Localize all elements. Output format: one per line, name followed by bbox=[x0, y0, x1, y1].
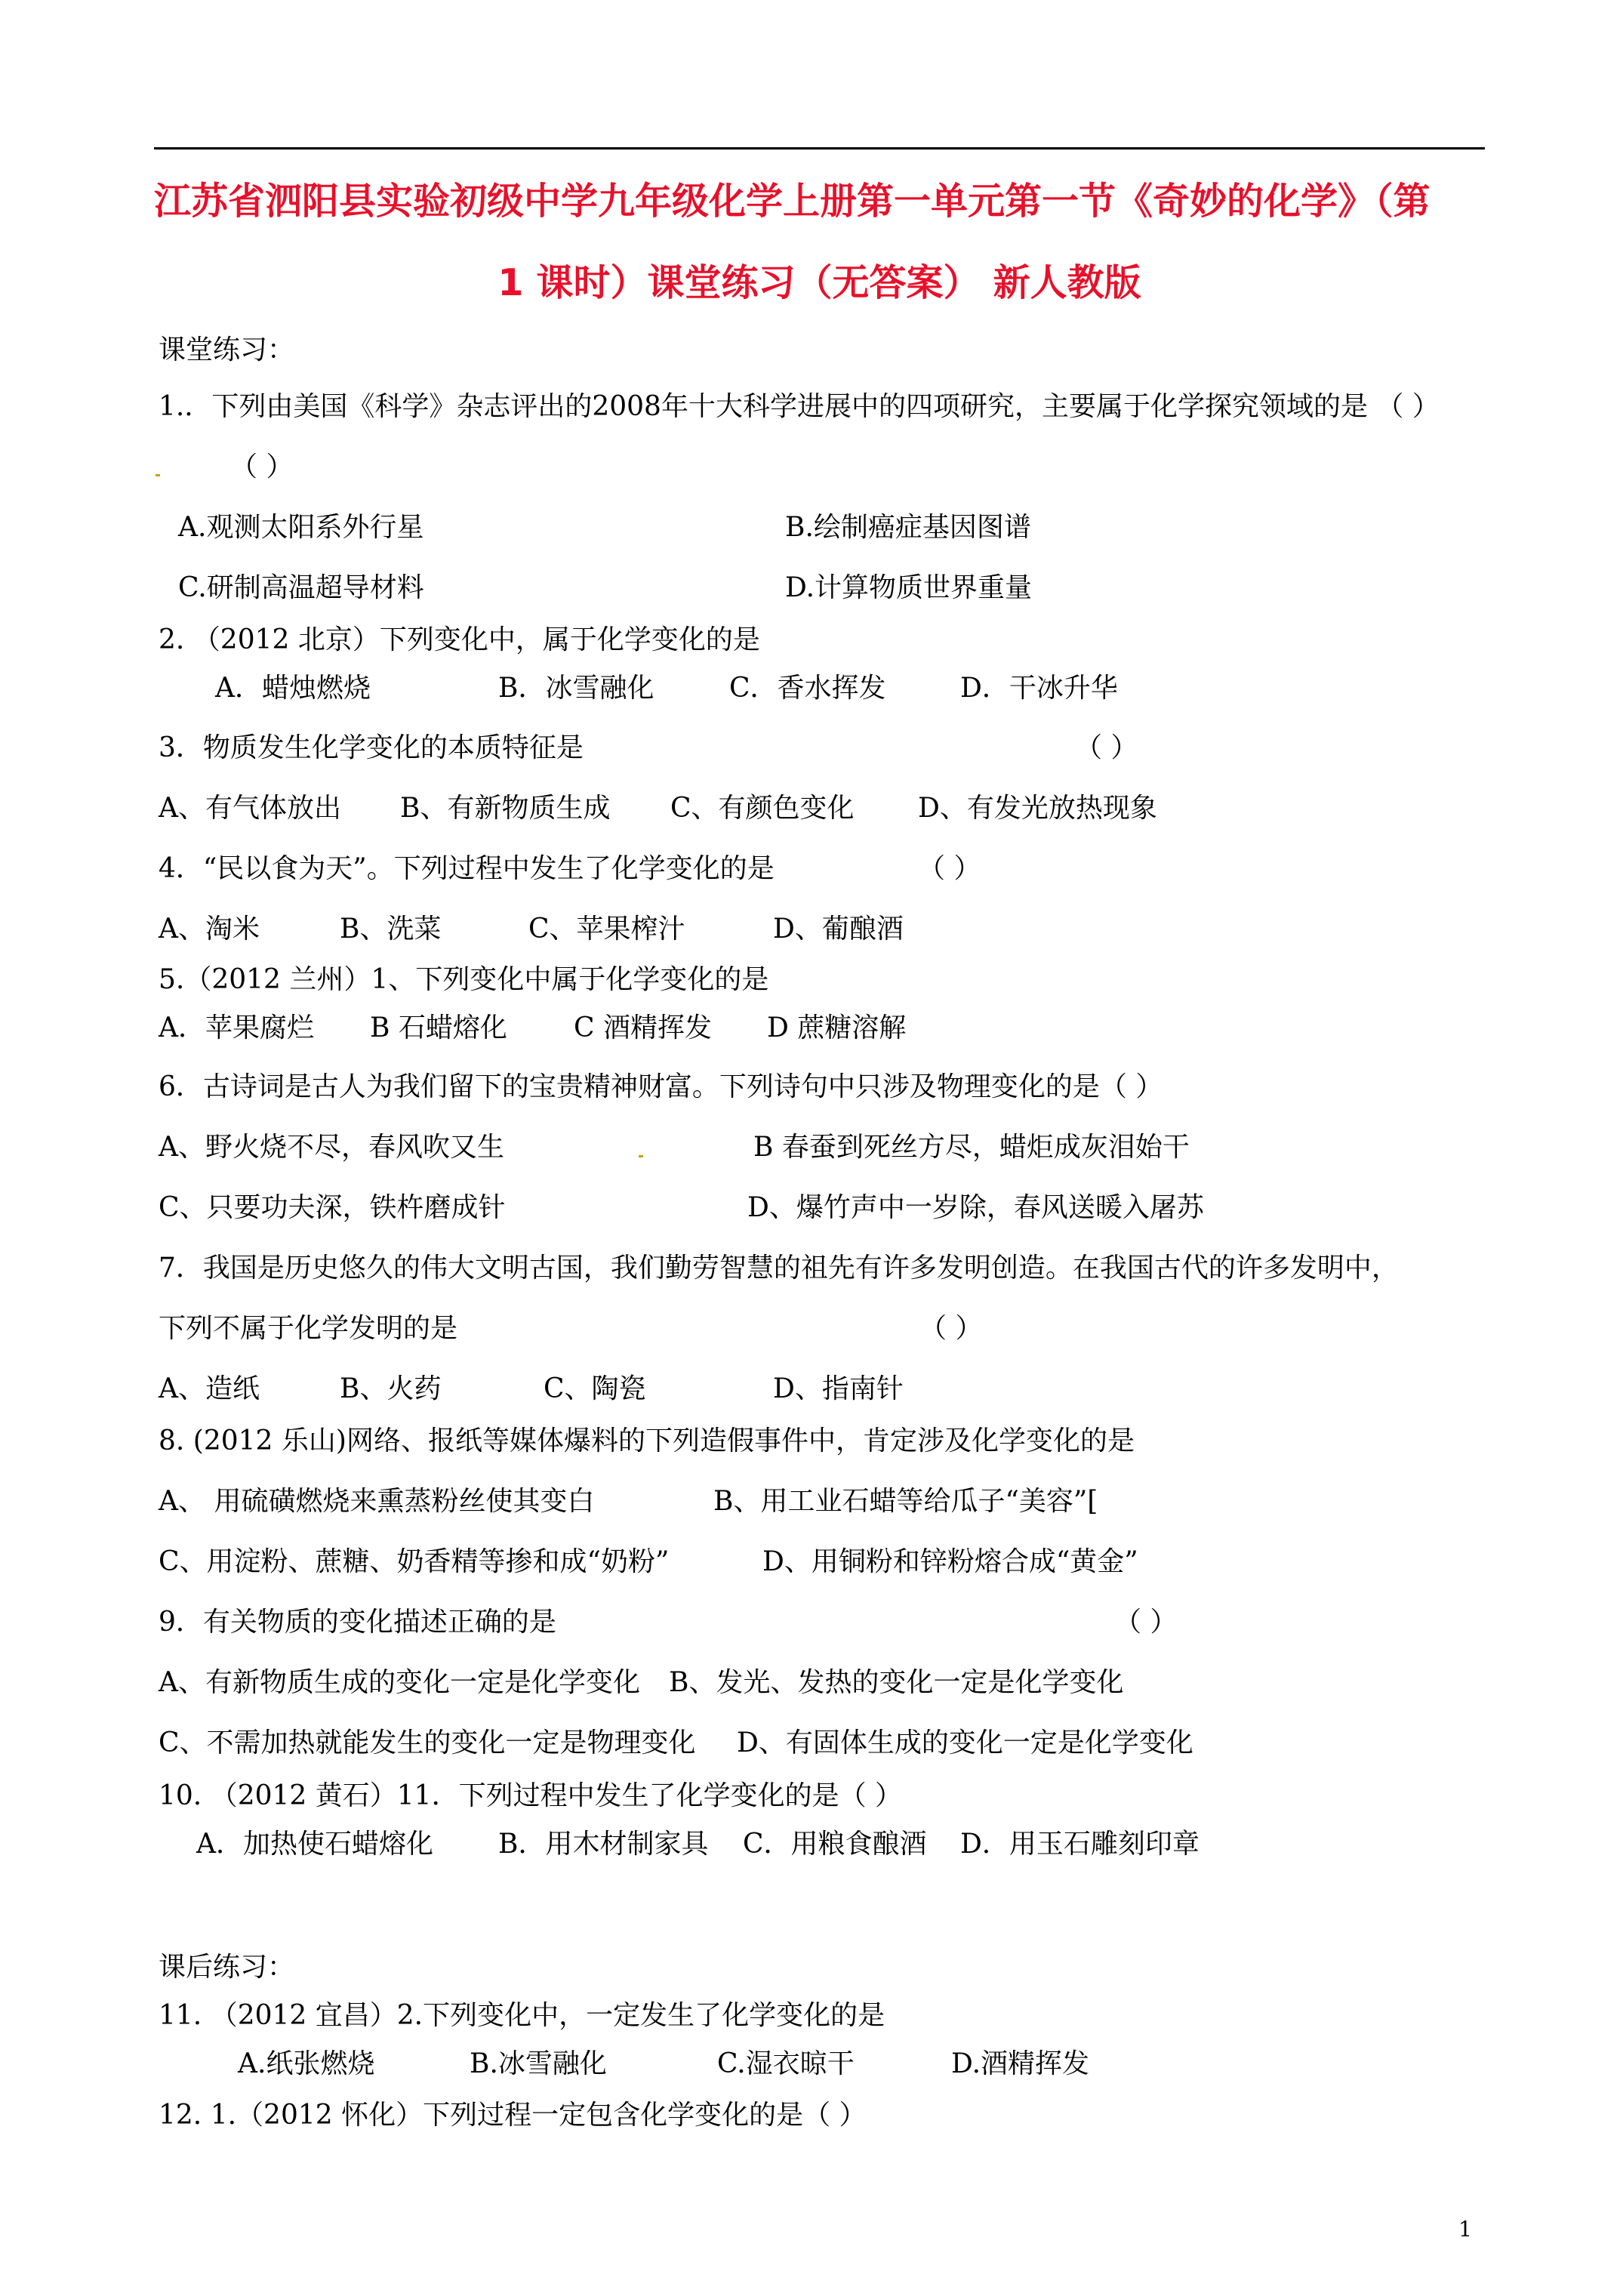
question-9-stem: 9．有关物质的变化描述正确的是 bbox=[159, 1607, 556, 1638]
question-11-option-c: C.湿衣晾干 bbox=[717, 2048, 855, 2079]
question-4-option-d: D、葡酿酒 bbox=[773, 914, 904, 945]
question-12-stem: 12. 1.（2012 怀化）下列过程一定包含化学变化的是（ ） bbox=[159, 2100, 867, 2131]
question-9-option-c: C、不需加热就能发生的变化一定是物理变化 bbox=[159, 1727, 696, 1758]
question-7-option-c: C、陶瓷 bbox=[544, 1373, 646, 1404]
question-9-option-a: A、有新物质生成的变化一定是化学变化 bbox=[159, 1667, 640, 1698]
question-1-option-b: B.绘制癌症基因图谱 bbox=[785, 512, 1031, 543]
header-rule bbox=[154, 147, 1485, 149]
stray-mark bbox=[639, 1155, 643, 1157]
question-9-paren: （ ） bbox=[1114, 1607, 1178, 1638]
document-title-line2: 1 课时）课堂练习（无答案） 新人教版 bbox=[497, 261, 1141, 304]
question-10-option-a: A．加热使石蜡熔化 bbox=[196, 1829, 433, 1860]
question-5-option-b: B 石蜡熔化 bbox=[370, 1012, 507, 1043]
question-2-option-b: B．冰雪融化 bbox=[498, 673, 654, 704]
question-6-option-c: C、只要功夫深，铁杵磨成针 bbox=[159, 1192, 506, 1223]
question-6-option-b: B 春蚕到死丝方尽，蜡炬成灰泪始干 bbox=[753, 1132, 1190, 1163]
section-heading-classroom: 课堂练习： bbox=[159, 334, 295, 365]
question-11-option-b: B.冰雪融化 bbox=[470, 2048, 607, 2079]
question-1-option-c: C.研制高温超导材料 bbox=[178, 572, 424, 603]
question-8-option-d: D、用铜粉和锌粉熔合成“黄金” bbox=[762, 1546, 1138, 1577]
question-2-stem: 2. （2012 北京）下列变化中，属于化学变化的是 bbox=[159, 624, 760, 655]
page-number: 1 bbox=[1458, 2217, 1472, 2242]
section-heading-homework: 课后练习： bbox=[159, 1952, 295, 1983]
question-9-option-d: D、有固体生成的变化一定是化学变化 bbox=[737, 1727, 1193, 1758]
question-10-option-d: D．用玉石雕刻印章 bbox=[960, 1829, 1200, 1860]
question-7-option-b: B、火药 bbox=[340, 1373, 442, 1404]
question-1-paren: （ ） bbox=[230, 451, 294, 482]
question-8-option-c: C、用淀粉、蔗糖、奶香精等掺和成“奶粉” bbox=[159, 1546, 670, 1577]
question-8-option-a: A、 用硫磺燃烧来熏蒸粉丝使其变白 bbox=[159, 1486, 595, 1517]
question-5-stem: 5.（2012 兰州）1、下列变化中属于化学变化的是 bbox=[159, 964, 769, 995]
question-3-paren: （ ） bbox=[1075, 732, 1138, 763]
question-11-option-a: A.纸张燃烧 bbox=[238, 2048, 375, 2079]
question-3-option-b: B、有新物质生成 bbox=[400, 793, 611, 824]
question-4-option-a: A、淘米 bbox=[159, 914, 260, 945]
question-1-option-d: D.计算物质世界重量 bbox=[785, 572, 1033, 603]
document-title-line1: 江苏省泗阳县实验初级中学九年级化学上册第一单元第一节《奇妙的化学》（第 bbox=[154, 180, 1431, 223]
question-10-stem: 10. （2012 黄石）11．下列过程中发生了化学变化的是（ ） bbox=[159, 1780, 903, 1811]
question-3-option-c: C、有颜色变化 bbox=[670, 793, 855, 824]
question-5-option-c: C 酒精挥发 bbox=[574, 1012, 712, 1043]
question-11-option-d: D.酒精挥发 bbox=[951, 2048, 1090, 2079]
question-9-option-b: B、发光、发热的变化一定是化学变化 bbox=[669, 1667, 1124, 1698]
question-7-stem-line1: 7．我国是历史悠久的伟大文明古国，我们勤劳智慧的祖先有许多发明创造。在我国古代的许多发明中， bbox=[159, 1253, 1399, 1284]
question-10-option-b: B．用木材制家具 bbox=[498, 1829, 709, 1860]
question-4-option-c: C、苹果榨汁 bbox=[528, 914, 685, 945]
question-3-option-a: A、有气体放出 bbox=[159, 793, 341, 824]
question-5-option-d: D 蔗糖溶解 bbox=[767, 1012, 907, 1043]
question-2-option-a: A．蜡烛燃烧 bbox=[215, 673, 371, 704]
question-5-option-a: A．苹果腐烂 bbox=[159, 1012, 314, 1043]
question-1-option-a: A.观测太阳系外行星 bbox=[178, 512, 424, 543]
question-7-option-d: D、指南针 bbox=[773, 1373, 904, 1404]
question-6-option-d: D、爆竹声中一岁除，春风送暖入屠苏 bbox=[747, 1192, 1204, 1223]
question-4-option-b: B、洗菜 bbox=[340, 914, 442, 945]
question-3-stem: 3．物质发生化学变化的本质特征是 bbox=[159, 732, 584, 763]
question-3-option-d: D、有发光放热现象 bbox=[918, 793, 1157, 824]
question-11-stem: 11. （2012 宜昌）2.下列变化中，一定发生了化学变化的是 bbox=[159, 2000, 885, 2031]
question-7-paren: （ ） bbox=[919, 1313, 983, 1344]
question-6-stem: 6．古诗词是古人为我们留下的宝贵精神财富。下列诗句中只涉及物理变化的是（ ） bbox=[159, 1071, 1163, 1102]
question-6-option-a: A、野火烧不尽，春风吹又生 bbox=[159, 1132, 504, 1163]
question-8-option-b: B、用工业石蜡等给瓜子“美容”[ bbox=[713, 1486, 1098, 1517]
question-4-stem: 4．“民以食为天”。下列过程中发生了化学变化的是 bbox=[159, 853, 775, 884]
question-7-stem-line2: 下列不属于化学发明的是 bbox=[159, 1313, 458, 1344]
stray-mark bbox=[156, 474, 160, 476]
question-8-stem: 8. (2012 乐山)网络、报纸等媒体爆料的下列造假事件中，肯定涉及化学变化的是 bbox=[159, 1425, 1135, 1456]
question-2-option-c: C．香水挥发 bbox=[729, 673, 886, 704]
question-2-option-d: D．干冰升华 bbox=[960, 673, 1118, 704]
question-1-stem: 1.．下列由美国《科学》杂志评出的2008年十大科学进展中的四项研究，主要属于化学探究领域的是 （ ） bbox=[159, 391, 1440, 422]
question-7-option-a: A、造纸 bbox=[159, 1373, 260, 1404]
question-10-option-c: C．用粮食酿酒 bbox=[743, 1829, 927, 1860]
question-4-paren: （ ） bbox=[918, 853, 981, 884]
